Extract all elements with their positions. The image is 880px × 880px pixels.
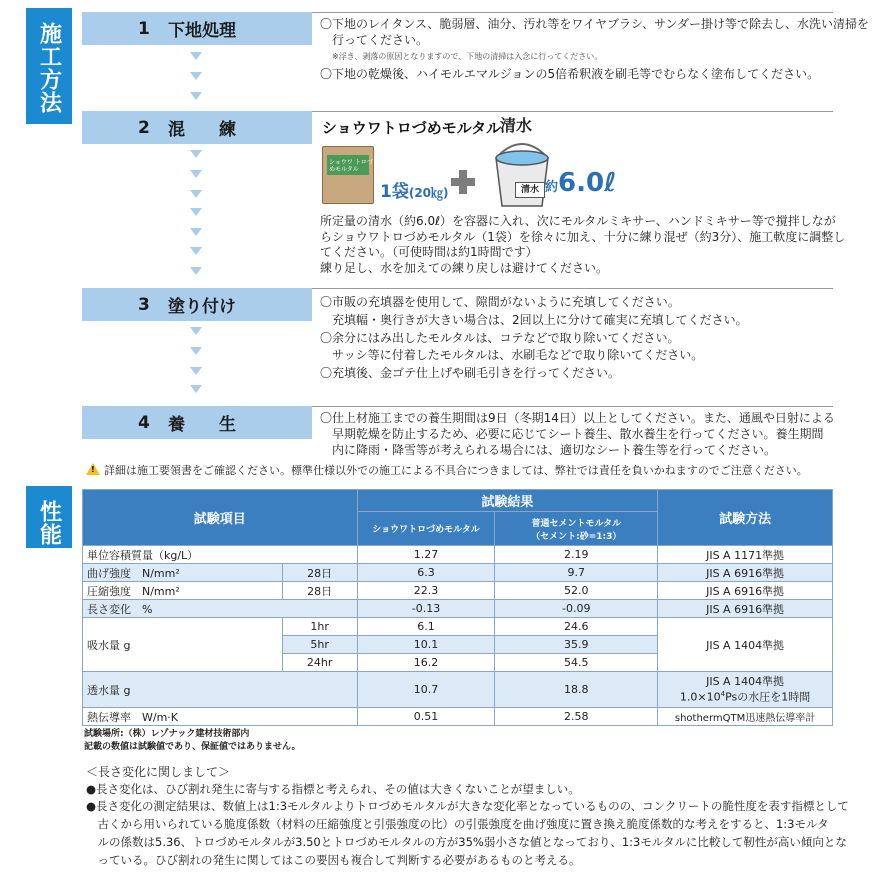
row-value-a: 0.51 xyxy=(357,708,495,726)
row-method: JIS A 1171準拠 xyxy=(658,546,833,564)
step-2-desc-3: てください。（可使時間は約1時間です） xyxy=(320,245,538,259)
header-product: ショウワトロづめモルタル xyxy=(357,512,495,546)
step-4-line-2: 早期乾燥を防止するため、必要に応じてシート養生、散水養生を行ってください。養生期間 xyxy=(320,427,824,441)
row-item: 圧縮強度 N/mm² xyxy=(83,582,283,600)
length-change-p2-1: ●長さ変化の測定結果は、数値上は1:3モルタルよりトロづめモルタルが大きな変化率となっているものの、コンクリートの脆性度を表す指標として xyxy=(86,799,849,813)
permeability-item: 透水量 g xyxy=(83,672,358,708)
step-2-number: 2 xyxy=(138,117,150,138)
plus-icon xyxy=(451,170,475,194)
permeability-method-1: JIS A 1404準拠 xyxy=(706,675,785,689)
row-value-a: 6.3 xyxy=(357,564,495,582)
bag-qty: 1袋 xyxy=(380,182,409,202)
step-4-divider xyxy=(312,406,833,407)
row-value-a: 10.1 xyxy=(357,636,495,654)
row-value-b: 52.0 xyxy=(495,582,658,600)
arrow-down-icon xyxy=(190,170,202,178)
header-normal-1: 普通セメントモルタル xyxy=(531,518,622,529)
bag-quantity xyxy=(380,182,449,202)
disclaimer: 記載の数値は試験値であり、保証値ではありません。 xyxy=(84,742,301,752)
header-test-item: 試験項目 xyxy=(83,490,358,546)
row-method: JIS A 6916準拠 xyxy=(658,582,833,600)
step-3-divider xyxy=(312,288,833,289)
arrow-down-icon xyxy=(190,208,202,216)
step-3-line-1: 〇市販の充填器を使用して、隙間がないように充填してください。 xyxy=(320,295,680,309)
table-row xyxy=(83,600,833,618)
row-value-b: 18.8 xyxy=(495,672,658,708)
row-value-b: 54.5 xyxy=(495,654,658,672)
step-3-line-4: サッシ等に付着したモルタルは、水刷毛などで取り除いてください。 xyxy=(320,348,704,362)
header-normal-2: （セメント:砂=1:3） xyxy=(531,531,622,542)
step-1-divider xyxy=(312,12,833,13)
step-3-header xyxy=(82,288,312,321)
absorption-item: 吸水量 g xyxy=(83,618,283,672)
absorption-method: JIS A 1404準拠 xyxy=(658,618,833,672)
permeability-method-2-post: Psの水圧を1時間 xyxy=(725,690,811,704)
performance-table xyxy=(82,489,833,726)
step-1-note: ※浮き、剥落の原因となりますので、下地の清掃は入念に行ってください。 xyxy=(332,52,603,61)
row-method: JIS A 6916準拠 xyxy=(658,564,833,582)
row-sub: 24hr xyxy=(282,654,357,672)
row-method: shothermQTM迅速熱伝導率計 xyxy=(658,708,833,726)
step-3-number: 3 xyxy=(138,294,150,315)
step-2-desc-4: 練り足し、水を加えての練り戻しは避けてください。 xyxy=(320,261,609,275)
table-row xyxy=(83,672,833,708)
bucket-icon xyxy=(492,138,552,210)
bag-label: ショウワ トロづめモルタル xyxy=(329,159,373,173)
length-change-heading: ＜長さ変化に関しまして＞ xyxy=(86,765,231,779)
length-change-p2-3: ルの係数は5.36、トロづめモルタルが3.50とトロづめモルタルの方が35%弱小さな値となっており、1:3モルタルに比較して靭性が高い傾向とな xyxy=(86,835,847,849)
row-value-a: 22.3 xyxy=(357,582,495,600)
row-sub: 5hr xyxy=(282,636,357,654)
step-4-number: 4 xyxy=(138,412,150,433)
row-value-a: 6.1 xyxy=(357,618,495,636)
row-value-a: 16.2 xyxy=(357,654,495,672)
row-value-b: 2.58 xyxy=(495,708,658,726)
step-3-line-2: 充填幅・奥行きが大きい場合は、2回以上に分けて確実に充填してください。 xyxy=(320,313,748,327)
row-item: 長さ変化 % xyxy=(83,600,358,618)
method-label-text: 施工方法 xyxy=(36,22,62,114)
permeability-method-2-pre: 1.0×10 xyxy=(679,690,721,704)
step-1-line-3: 〇下地の乾燥後、ハイモルエマルジョンの5倍希釈液を刷毛等でむらなく塗布してください。 xyxy=(320,67,820,81)
performance-label-text: 性能 xyxy=(36,500,62,546)
step-2-divider xyxy=(312,111,833,112)
step-1-line-2: 行ってください。 xyxy=(320,33,429,47)
row-sub: 28日 xyxy=(282,564,357,582)
step-2-header xyxy=(82,111,312,144)
step-2-desc-1: 所定量の清水（約6.0ℓ）を容器に入れ、次にモルタルミキサー、ハンドミキサー等で撹拌しなが xyxy=(320,214,836,228)
arrow-down-icon xyxy=(190,367,202,375)
bucket-label: 清水 xyxy=(515,182,545,198)
mortar-bag-icon xyxy=(322,146,374,204)
row-value-a: 10.7 xyxy=(357,672,495,708)
arrow-down-icon xyxy=(190,347,202,355)
row-item: 曲げ強度 N/mm² xyxy=(83,564,283,582)
row-method: JIS A 6916準拠 xyxy=(658,600,833,618)
warning-icon xyxy=(86,463,100,475)
arrow-down-icon xyxy=(190,228,202,236)
step-1-number: 1 xyxy=(138,18,150,39)
water-prefix: 約 xyxy=(545,180,559,195)
table-row xyxy=(83,708,833,726)
row-value-a: 1.27 xyxy=(357,546,495,564)
step-4-line-1: 〇仕上材施工までの養生期間は9日（冬期14日）以上としてください。また、通風や日射による xyxy=(320,411,835,425)
warning-note xyxy=(86,462,808,478)
header-test-result: 試験結果 xyxy=(357,490,658,512)
step-4-title: 養 生 xyxy=(168,415,236,435)
header-normal-mortar xyxy=(495,512,658,546)
row-sub: 28日 xyxy=(282,582,357,600)
step-3-line-5: 〇充填後、金ゴテ仕上げや刷毛引きを行ってください。 xyxy=(320,366,621,380)
table-row xyxy=(83,564,833,582)
arrow-down-icon xyxy=(190,150,202,158)
step-2-title: 混 練 xyxy=(168,120,236,140)
step-4-header xyxy=(82,406,312,439)
step-1-header xyxy=(82,12,312,45)
table-row xyxy=(83,546,833,564)
row-sub: 1hr xyxy=(282,618,357,636)
permeability-method-2-exp: 4 xyxy=(720,690,726,699)
step-1-line-1: 〇下地のレイタンス、脆弱層、油分、汚れ等をワイヤブラシ、サンダー掛け等で除去し、水洗い清掃を xyxy=(320,17,870,31)
row-item: 単位容積質量（kg/L） xyxy=(83,546,358,564)
row-value-b: -0.09 xyxy=(495,600,658,618)
warning-text: 詳細は施工要領書をご確認ください。標準仕様以外での施工による不具合につきましては、弊社では責任を負いかねますのでご注意ください。 xyxy=(104,464,808,477)
row-value-a: -0.13 xyxy=(357,600,495,618)
water-amount xyxy=(545,168,617,198)
permeability-method xyxy=(658,672,833,708)
arrow-down-icon xyxy=(190,72,202,80)
arrow-down-icon xyxy=(190,92,202,100)
table-row xyxy=(83,582,833,600)
length-change-p2-4: っている。ひび割れの発生に関してはこの要因も複合して判断する必要があるものと考える。 xyxy=(86,853,581,867)
test-place: 試験場所:（株）レゾナック建材技術部内 xyxy=(84,729,250,739)
arrow-down-icon xyxy=(190,327,202,335)
arrow-down-icon xyxy=(190,52,202,60)
header-test-method: 試験方法 xyxy=(658,490,833,546)
step-3-title: 塗り付け xyxy=(168,297,236,317)
arrow-down-icon xyxy=(190,190,202,198)
product-name: ショウワトロづめモルタル xyxy=(322,119,502,137)
length-change-p2-2: 古くから用いられている脆度係数（材料の圧縮強度と引張強度の比）の引張強度を曲げ強度に置き換え脆度係数的な考えをすると、1:3モルタ xyxy=(86,817,829,831)
water-value: 6.0ℓ xyxy=(558,168,617,198)
arrow-down-icon xyxy=(190,385,202,393)
length-change-p1: ●長さ変化は、ひび割れ発生に寄与する指標と考えられ、その値は大きくないことが望ましい。 xyxy=(86,782,580,796)
arrow-down-icon xyxy=(190,247,202,255)
arrow-down-icon xyxy=(190,267,202,275)
performance-section-label xyxy=(26,486,72,548)
step-4-line-3: 内に降雨・降雪等が考えられる場合には、適切なシート養生等を行ってください。 xyxy=(320,443,777,457)
row-item: 熱伝導率 W/m·K xyxy=(83,708,358,726)
step-1-title: 下地処理 xyxy=(168,21,236,41)
water-title: 清水 xyxy=(500,116,533,135)
method-section-label xyxy=(26,8,72,124)
bag-weight: (20㎏) xyxy=(408,186,449,200)
step-2-desc-2: らショウワトロづめモルタル（1袋）を徐々に加え、十分に練り混ぜ（約3分）、施工軟度に調整し xyxy=(320,230,846,244)
row-value-b: 9.7 xyxy=(495,564,658,582)
row-value-b: 2.19 xyxy=(495,546,658,564)
row-value-b: 35.9 xyxy=(495,636,658,654)
row-value-b: 24.6 xyxy=(495,618,658,636)
table-row xyxy=(83,618,833,636)
step-3-line-3: 〇余分にはみ出したモルタルは、コテなどで取り除いてください。 xyxy=(320,331,680,345)
